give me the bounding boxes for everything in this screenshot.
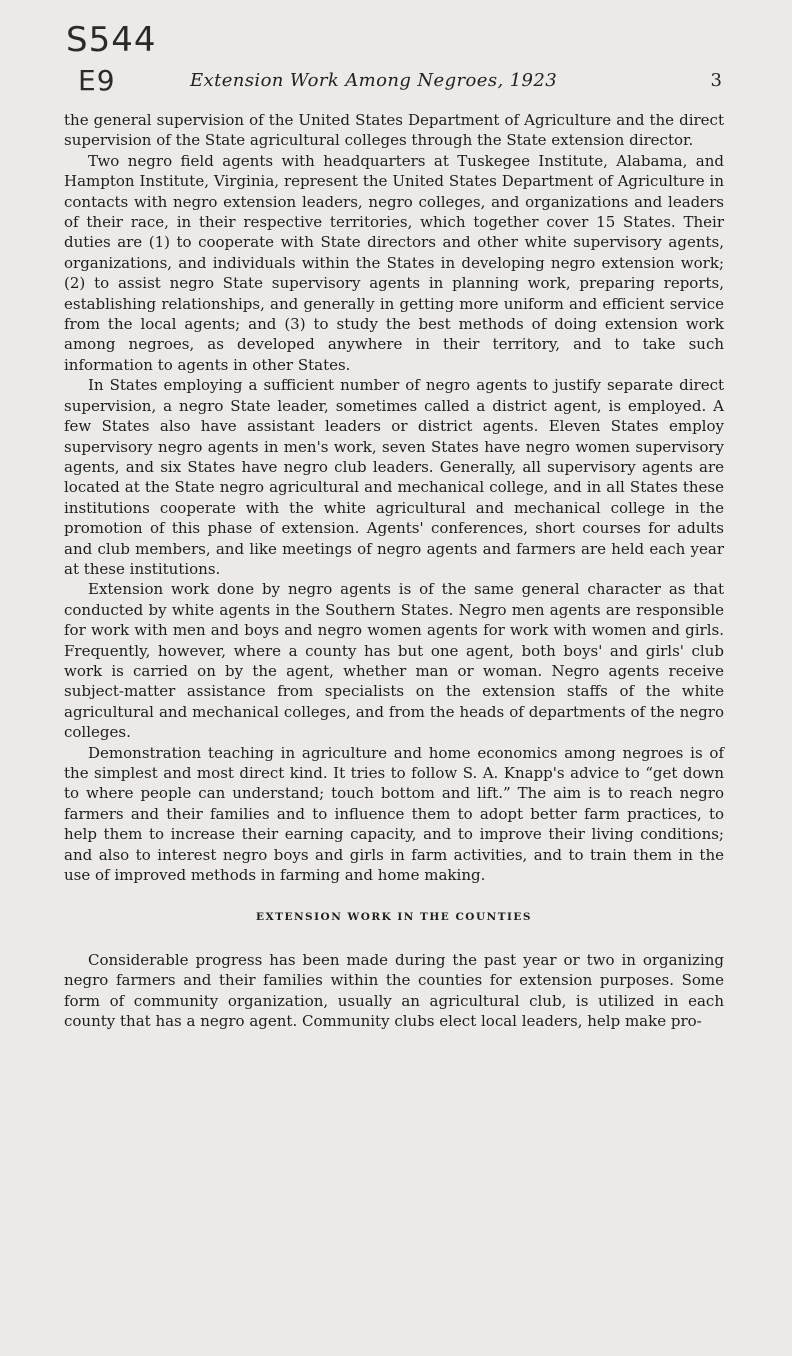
page-number: 3 xyxy=(710,70,722,91)
paragraph-extension-character: Extension work done by negro agents is of the same general character as that conducted by white agents in the Southern States. Negro men agents are responsible for work with men and boys and negro women agents for work with women and girls. Frequently, however, where a county has but one agent, both boys' and girls' club work is carried on by the agent, whether man or woman. Negro agents receive subject-matter assistance from specialists on the extension staffs of the white agricultural and mechanical colleges, and from the heads of departments of the negro colleges. xyxy=(64,580,724,742)
paragraph-state-leaders: In States employing a sufficient number of negro agents to justify separate direct supervision, a negro State leader, sometimes called a district agent, is employed. A few States also have assistant leaders or district agents. Eleven States employ supervisory negro agents in men's work, seven States have negro women supervisory agents, and six States have negro club leaders. Generally, all supervisory agents are located at the State negro agricultural and mechanical college, and in all States these institutions cooperate with the white agricultural and mechanical college in the promotion of this phase of extension. Agents' conferences, short courses for adults and club members, and like meetings of negro agents and farmers are held each year at these institutions. xyxy=(64,376,724,578)
paragraph-continuation: the general supervision of the United States Department of Agriculture and the direct supervision of the State agricultural colleges through the State extension director. xyxy=(64,111,724,150)
section-heading: EXTENSION WORK IN THE COUNTIES xyxy=(255,911,533,924)
paragraph-field-agents: Two negro field agents with headquarters at Tuskegee Institute, Alabama, and Hampton Institute, Virginia, represent the United States Department of Agriculture in contacts with negro extension leaders, negro colleges, and organizations and leaders of their race, in their respective territories, which together cover 15 States. Their duties are (1) to cooperate with State directors and other white supervisory agents, organizations, and individuals within the States in developing negro extension work; (2) to assist negro State supervisory agents in planning work, preparing reports, establishing relationships, and generally in getting more uniform and efficient service from the local agents; and (3) to study the best methods of doing extension work among negroes, as developed anywhere in their territory, and to take such information to agents in other States. xyxy=(64,151,724,374)
body-text xyxy=(64,110,724,1031)
running-title: Extension Work Among Negroes, 1923 xyxy=(190,70,558,91)
paragraph-demonstration-teaching: Demonstration teaching in agriculture and home economics among negroes is of the simplest and most direct kind. It tries to follow S. A. Knapp's advice to “get down to where people can understand; touch bottom and lift.” The aim is to reach negro farmers and their families and to influence them to adopt better farm practices, to help them to increase their earning capacity, and to improve their living conditions; and also to interest negro boys and girls in farm activities, and to train them in the use of improved methods in farming and home making. xyxy=(64,743,724,885)
handwritten-call-number-suffix: E9 xyxy=(78,64,116,97)
paragraph-county-work: Considerable progress has been made during the past year or two in organizing negro farmers and their families within the counties for extension purposes. Some form of community organization, usually an agricultural club, is utilized in each county that has a negro agent. Community clubs elect local leaders, help make pro- xyxy=(64,950,724,1031)
handwritten-call-number: S544 xyxy=(66,20,157,60)
